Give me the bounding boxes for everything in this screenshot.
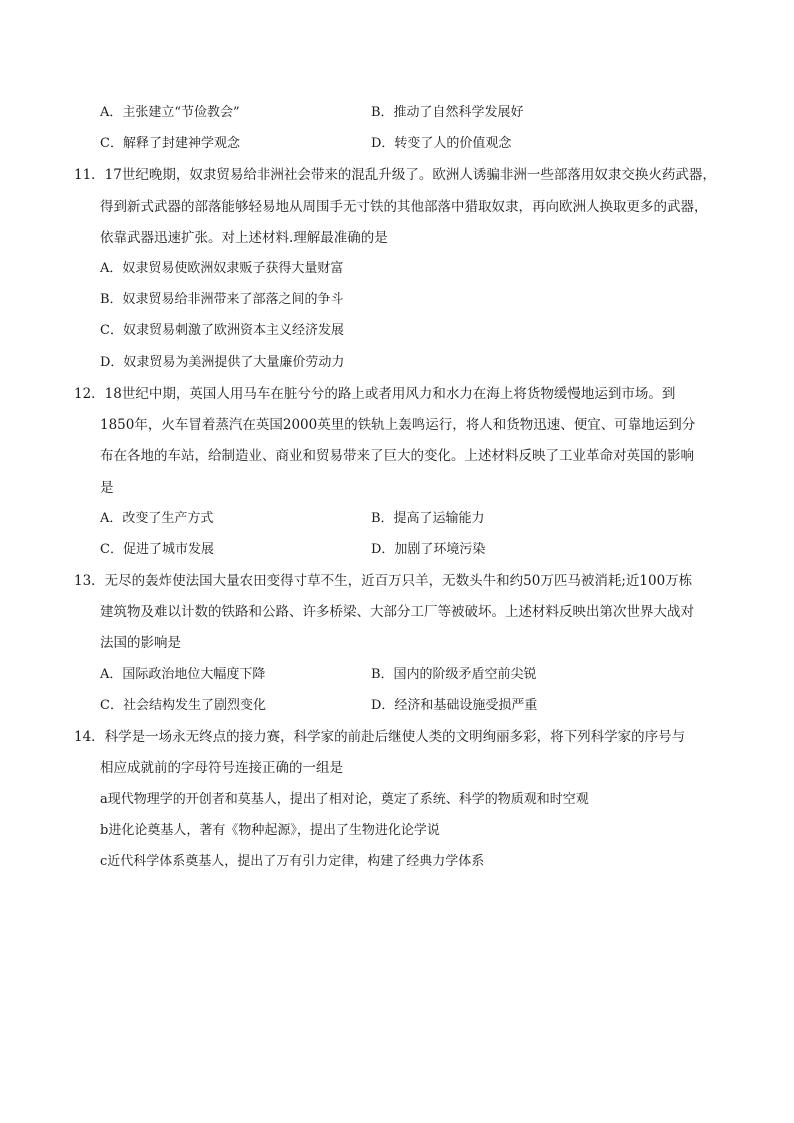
q11-stem-line-1: 11．17世纪晚期，奴隶贸易给非洲社会带来的混乱升级了。欧洲人诱骗非洲一些部落用奴隶交换火药武器，: [74, 167, 716, 183]
q14-item-a: a现代物理学的开创者和莫基人，提出了相对论，奠定了系统、科学的物质观和时空观: [100, 792, 589, 807]
q13-option-d: D．经济和基础设施受损严重: [371, 698, 538, 713]
q12-stem-line-3: 布在各地的车站，给制造业、商业和贸易带来了巨大的变化。上述材料反映了工业革命对英国的影响: [100, 448, 694, 464]
q13-stem-line-3: 法国的影响是: [100, 635, 181, 651]
q12-option-c: C．促进了城市发展: [100, 542, 214, 557]
q14-stem-line-2: 相应成就前的字母符号连接正确的一组是: [100, 760, 343, 776]
q11-stem-line-2: 得到新式武器的部落能够轻易地从周围手无寸铁的其他部落中猎取奴隶，再向欧洲人换取更多的武器，: [100, 199, 708, 215]
q13-stem-line-1: 13．无尽的轰炸使法国大量农田变得寸草不生，近百万只羊，无数头牛和约50万匹马被消耗;近100万栋: [74, 573, 693, 589]
q10-option-b: B．推动了自然科学发展好: [371, 105, 524, 120]
q11-option-b: B．奴隶贸易给非洲带来了部落之间的争斗: [100, 292, 344, 307]
q12-stem-line-1: 12．18世纪中期，英国人用马车在脏兮兮的路上或者用风力和水力在海上将货物缓慢地运到市场。到: [74, 386, 676, 402]
q14-item-c: c近代科学体系奠基人，提出了万有引力定律，构建了经典力学体系: [100, 854, 485, 869]
q11-stem-line-3: 依靠武器迅速扩张。对上述材料.理解最准确的是: [100, 230, 388, 246]
q14-item-b: b进化论奠基人，著有《物种起源》，提出了生物进化论学说: [100, 823, 440, 838]
q12-option-a: A．改变了生产方式: [100, 511, 214, 526]
q10-option-c: C．解释了封建神学观念: [100, 136, 240, 151]
q13-option-b: B．国内的阶级矛盾空前尖锐: [371, 667, 537, 682]
q10-option-a: A．主张建立“节俭教会”: [100, 105, 240, 120]
q13-option-c: C．社会结构发生了剧烈变化: [100, 698, 266, 713]
q12-stem-line-4: 是: [100, 480, 114, 496]
q13-stem-line-2: 建筑物及难以计数的铁路和公路、许多桥梁、大部分工厂等被破坏。上述材料反映出第次世界大战对: [100, 604, 694, 620]
q12-option-d: D．加剧了环境污染: [371, 542, 486, 557]
q12-option-b: B．提高了运输能力: [371, 511, 485, 526]
q10-option-d: D．转变了人的价值观念: [371, 136, 512, 151]
q14-stem-line-1: 14．科学是一场永无终点的接力赛，科学家的前赴后继使人类的文明绚丽多彩，将下列科学家的序号与: [74, 729, 686, 745]
q11-option-c: C．奴隶贸易刺激了欧洲资本主义经济发展: [100, 323, 344, 338]
q12-stem-line-2: 1850年，火车冒着蒸汽在英国2000英里的铁轨上轰鸣运行，将人和货物迅速、便宜、可靠地运到分: [100, 417, 696, 433]
q11-option-d: D．奴隶贸易为美洲提供了大量廉价劳动力: [100, 355, 345, 370]
q13-option-a: A．国际政治地位大幅度下降: [100, 667, 266, 682]
q11-option-a: A．奴隶贸易使欧洲奴隶贩子获得大量财富: [100, 261, 344, 276]
